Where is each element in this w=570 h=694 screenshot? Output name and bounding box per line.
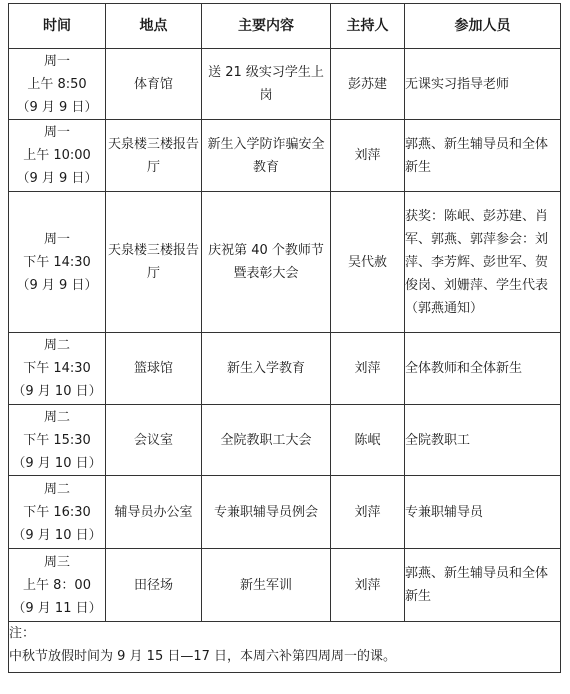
content-cell: 送 21 级实习学生上岗 bbox=[202, 49, 331, 120]
place-cell: 田径场 bbox=[106, 549, 202, 622]
day-text: 周一 bbox=[43, 231, 70, 247]
time-cell bbox=[9, 405, 106, 476]
header-host: 主持人 bbox=[331, 4, 405, 49]
date-text: （9 月 9 日） bbox=[16, 171, 98, 186]
place-cell: 天泉楼三楼报告厅 bbox=[106, 192, 202, 333]
place-cell: 会议室 bbox=[106, 405, 202, 476]
place-cell: 天泉楼三楼报告厅 bbox=[106, 120, 202, 192]
day-text: 周一 bbox=[43, 125, 70, 140]
date-text: （9 月 10 日） bbox=[12, 384, 102, 399]
header-time: 时间 bbox=[9, 4, 106, 49]
header-place: 地点 bbox=[106, 4, 202, 49]
table-row bbox=[9, 549, 561, 622]
table-row bbox=[9, 405, 561, 476]
date-text: （9 月 10 日） bbox=[12, 527, 102, 543]
participants-cell: 专兼职辅导员 bbox=[405, 476, 561, 549]
clock-text: 下午 15:30 bbox=[23, 432, 91, 448]
schedule-sheet bbox=[8, 3, 560, 673]
content-cell: 庆祝第 40 个教师节暨表彰大会 bbox=[202, 192, 331, 333]
participants-cell: 郭燕、新生辅导员和全体新生 bbox=[405, 120, 561, 192]
date-text: （9 月 9 日） bbox=[16, 277, 98, 293]
participants-cell: 获奖：陈岷、彭苏建、肖军、郭燕、郭萍参会：刘萍、李芳辉、彭世军、贺俊岗、刘姗萍、学生代表（郭燕通知） bbox=[405, 192, 561, 333]
day-text: 周二 bbox=[43, 409, 70, 425]
place-cell: 篮球馆 bbox=[106, 333, 202, 405]
date-text: （9 月 9 日） bbox=[16, 99, 98, 115]
header-content: 主要内容 bbox=[202, 4, 331, 49]
host-cell: 刘萍 bbox=[331, 120, 405, 192]
host-cell: 陈岷 bbox=[331, 405, 405, 476]
host-cell: 彭苏建 bbox=[331, 49, 405, 120]
clock-text: 下午 14:30 bbox=[23, 361, 91, 376]
note-text: 中秋节放假时间为 9 月 15 日—17 日，本周六补第四周周一的课。 bbox=[9, 649, 397, 664]
day-text: 周一 bbox=[43, 53, 70, 69]
clock-text: 下午 16:30 bbox=[23, 504, 91, 520]
table-row bbox=[9, 333, 561, 405]
note-label: 注： bbox=[9, 626, 36, 641]
content-cell: 全院教职工大会 bbox=[202, 405, 331, 476]
participants-cell: 无课实习指导老师 bbox=[405, 49, 561, 120]
day-text: 周二 bbox=[43, 338, 70, 353]
clock-text: 上午 8:50 bbox=[27, 76, 87, 92]
time-cell bbox=[9, 120, 106, 192]
header-row bbox=[9, 4, 561, 49]
time-cell bbox=[9, 192, 106, 333]
table-row bbox=[9, 192, 561, 333]
note-row bbox=[9, 622, 561, 673]
table-row bbox=[9, 476, 561, 549]
date-text: （9 月 10 日） bbox=[12, 455, 102, 471]
time-cell bbox=[9, 549, 106, 622]
host-cell: 刘萍 bbox=[331, 476, 405, 549]
content-cell: 专兼职辅导员例会 bbox=[202, 476, 331, 549]
table-row bbox=[9, 120, 561, 192]
date-text: （9 月 11 日） bbox=[12, 600, 102, 616]
participants-cell: 全体教师和全体新生 bbox=[405, 333, 561, 405]
day-text: 周二 bbox=[43, 481, 70, 497]
note-cell bbox=[9, 622, 561, 673]
host-cell: 刘萍 bbox=[331, 549, 405, 622]
participants-cell: 郭燕、新生辅导员和全体新生 bbox=[405, 549, 561, 622]
host-cell: 刘萍 bbox=[331, 333, 405, 405]
time-cell bbox=[9, 333, 106, 405]
clock-text: 上午 8：00 bbox=[23, 577, 91, 593]
content-cell: 新生入学防诈骗安全教育 bbox=[202, 120, 331, 192]
clock-text: 上午 10:00 bbox=[23, 148, 91, 163]
place-cell: 辅导员办公室 bbox=[106, 476, 202, 549]
table-row bbox=[9, 49, 561, 120]
clock-text: 下午 14:30 bbox=[23, 254, 91, 270]
content-cell: 新生入学教育 bbox=[202, 333, 331, 405]
place-cell: 体育馆 bbox=[106, 49, 202, 120]
time-cell bbox=[9, 476, 106, 549]
header-participants: 参加人员 bbox=[405, 4, 561, 49]
day-text: 周三 bbox=[43, 554, 70, 570]
schedule-table bbox=[8, 3, 561, 673]
time-cell bbox=[9, 49, 106, 120]
content-cell: 新生军训 bbox=[202, 549, 331, 622]
participants-cell: 全院教职工 bbox=[405, 405, 561, 476]
host-cell: 吴代赦 bbox=[331, 192, 405, 333]
